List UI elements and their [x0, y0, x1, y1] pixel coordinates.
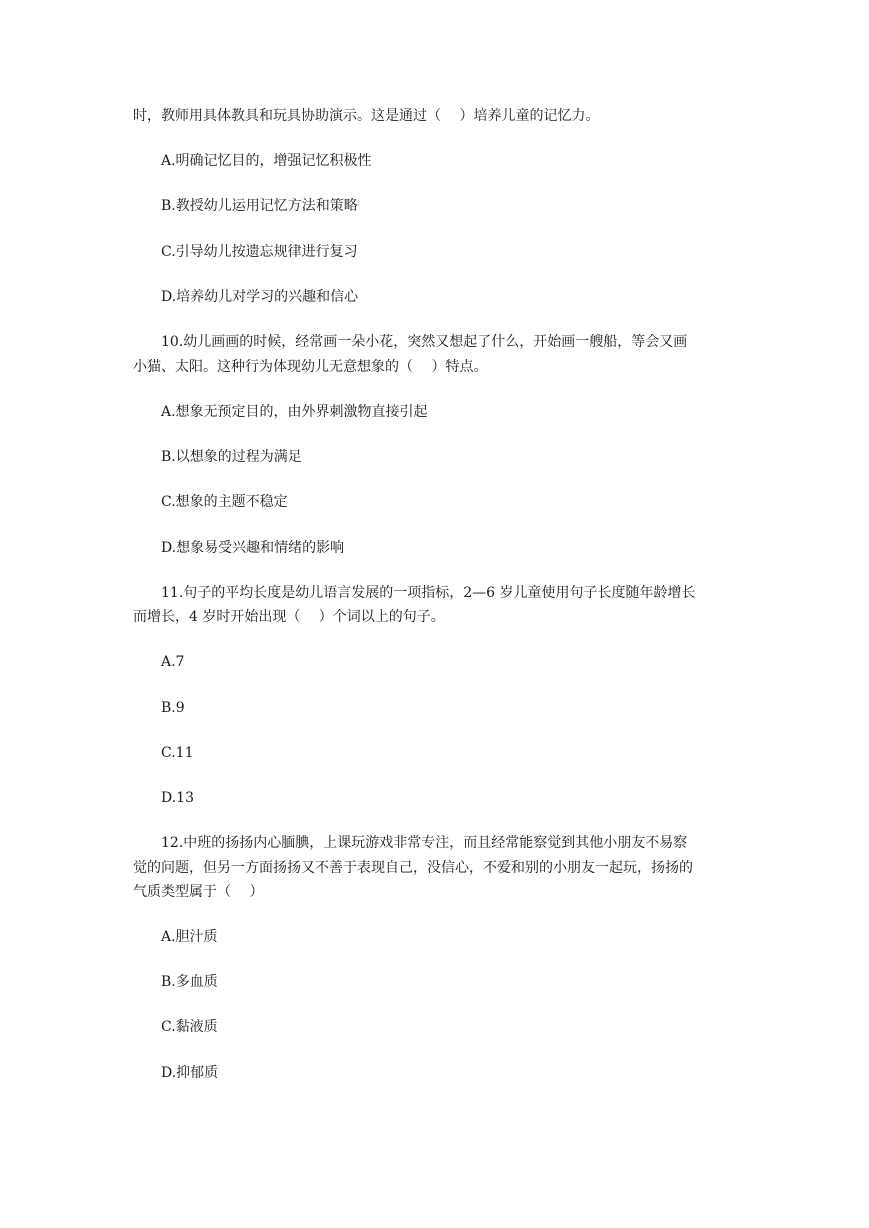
question-12-option-b: B.多血质: [161, 974, 218, 990]
question-11-stem-line2: 而增长，4 岁时开始出现（ ）个词以上的句子。: [133, 609, 445, 625]
question-12-option-a: A.胆汁质: [161, 929, 218, 945]
question-12-option-d: D.抑郁质: [161, 1065, 219, 1081]
question-12-stem-line3: 气质类型属于（ ）: [133, 884, 264, 900]
question-11-option-c: C.11: [161, 745, 194, 761]
question-9-option-d: D.培养幼儿对学习的兴趣和信心: [161, 289, 359, 305]
question-10-option-b: B.以想象的过程为满足: [161, 449, 302, 465]
question-10-stem-line2: 小猫、太阳。这种行为体现幼儿无意想象的（ ）特点。: [133, 359, 488, 375]
question-10-option-d: D.想象易受兴趣和情绪的影响: [161, 540, 345, 556]
question-12-option-c: C.黏液质: [161, 1019, 218, 1035]
question-10-stem-line1: 10.幼儿画画的时候，经常画一朵小花，突然又想起了什么，开始画一艘船，等会又画: [161, 334, 688, 350]
question-12-stem-line1: 12.中班的扬扬内心腼腆，上课玩游戏非常专注，而且经常能察觉到其他小朋友不易察: [161, 835, 688, 851]
question-11-option-d: D.13: [161, 790, 194, 806]
question-9-stem: 时，教师用具体教具和玩具协助演示。这是通过（ ）培养儿童的记忆力。: [133, 108, 600, 124]
question-12-stem-line2: 觉的问题，但另一方面扬扬又不善于表现自己，没信心，不爱和别的小朋友一起玩，扬扬的: [133, 860, 693, 876]
question-9-option-a: A.明确记忆目的，增强记忆积极性: [161, 153, 372, 169]
question-11-stem-line1: 11.句子的平均长度是幼儿语言发展的一项指标，2—6 岁儿童使用句子长度随年龄增长: [161, 585, 696, 601]
question-11-option-a: A.7: [161, 654, 185, 670]
question-10-option-a: A.想象无预定目的，由外界刺激物直接引起: [161, 404, 428, 420]
question-11-option-b: B.9: [161, 700, 185, 716]
question-10-option-c: C.想象的主题不稳定: [161, 494, 288, 510]
question-9-option-c: C.引导幼儿按遗忘规律进行复习: [161, 244, 358, 260]
question-9-option-b: B.教授幼儿运用记忆方法和策略: [161, 198, 358, 214]
